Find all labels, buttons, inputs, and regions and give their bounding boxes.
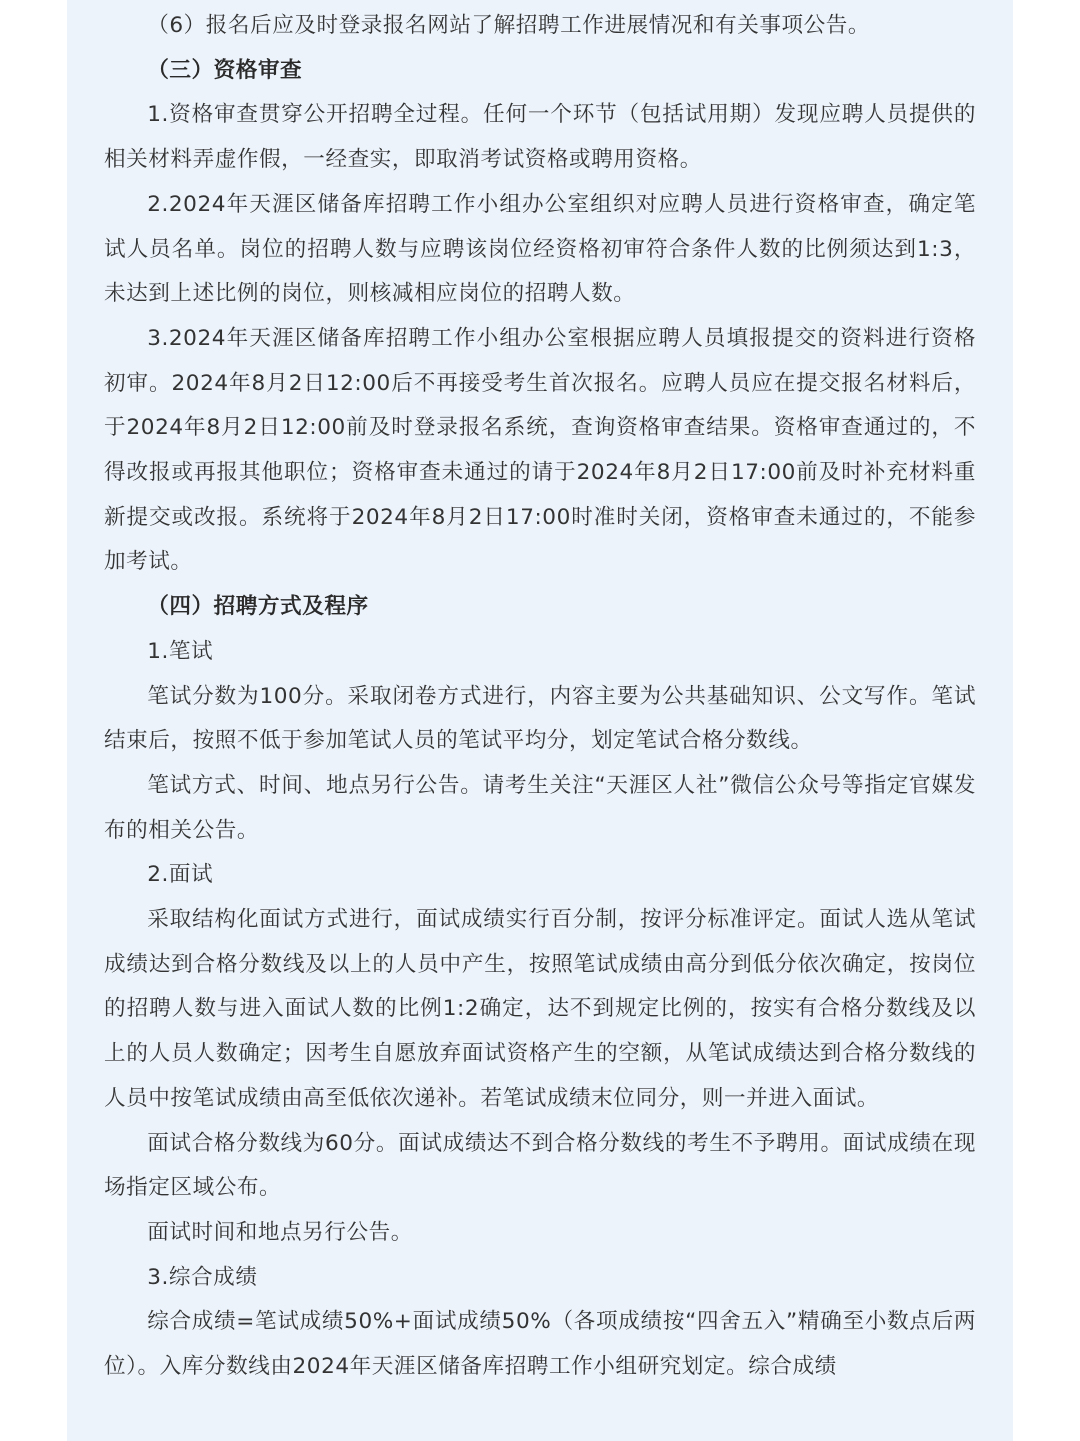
- paragraph-review-organization: 2.2024年天涯区储备库招聘工作小组办公室组织对应聘人员进行资格审查，确定笔试人员名单。岗位的招聘人数与应聘该岗位经资格初审符合条件人数的比例须达到1:3，未达到上述比例的岗位，则核减相应岗位的招聘人数。: [104, 191, 976, 307]
- section-heading-recruitment-method: （四）招聘方式及程序: [147, 594, 369, 620]
- paragraph-initial-review: 3.2024年天涯区储备库招聘工作小组办公室根据应聘人员填报提交的资料进行资格初审。2024年8月2日12:00后不再接受考生首次报名。应聘人员应在提交报名材料后，于2024年8月2日12:00前及时登录报名系统，查询资格审查结果。资格审查通过的，不得改报或再报其他职位；资格审查未通过的请于2024年8月2日17:00前及时补充材料重新提交或改报。系统将于2024年8月2日17:00时准时关闭，资格审查未通过的，不能参加考试。: [104, 325, 976, 575]
- paragraph-review-throughout: 1.资格审查贯穿公开招聘全过程。任何一个环节（包括试用期）发现应聘人员提供的相关材料弄虚作假，一经查实，即取消考试资格或聘用资格。: [104, 102, 976, 173]
- paragraph-composite-score: 综合成绩=笔试成绩50%+面试成绩50%（各项成绩按“四舍五入”精确至小数点后两位）。入库分数线由2024年天涯区储备库招聘工作小组研究划定。综合成绩: [104, 1309, 976, 1380]
- section-heading-qualification-review: （三）资格审查: [147, 57, 303, 83]
- document-body: [104, 4, 976, 1390]
- subheading-composite-score: 3.综合成绩: [147, 1264, 258, 1290]
- subheading-interview: 2.面试: [147, 862, 214, 888]
- paragraph-interview-method: 采取结构化面试方式进行，面试成绩实行百分制，按评分标准评定。面试人选从笔试成绩达到合格分数线及以上的人员中产生，按照笔试成绩由高分到低分依次确定，按岗位的招聘人数与进入面试人数的比例1:2确定，达不到规定比例的，按实有合格分数线及以上的人员人数确定；因考生自愿放弃面试资格产生的空额，从笔试成绩达到合格分数线的人员中按笔试成绩由高至低依次递补。若笔试成绩末位同分，则一并进入面试。: [104, 907, 976, 1111]
- paragraph-written-exam-score: 笔试分数为100分。采取闭卷方式进行，内容主要为公共基础知识、公文写作。笔试结束后，按照不低于参加笔试人员的笔试平均分，划定笔试合格分数线。: [104, 683, 976, 754]
- paragraph-written-exam-notice: 笔试方式、时间、地点另行公告。请考生关注“天涯区人社”微信公众号等指定官媒发布的相关公告。: [104, 772, 976, 843]
- subheading-written-exam: 1.笔试: [147, 638, 214, 664]
- paragraph-registration-note: （6）报名后应及时登录报名网站了解招聘工作进展情况和有关事项公告。: [147, 13, 871, 38]
- paragraph-interview-schedule: 面试时间和地点另行公告。: [147, 1219, 413, 1245]
- paragraph-interview-passing-line: 面试合格分数线为60分。面试成绩达不到合格分数线的考生不予聘用。面试成绩在现场指定区域公布。: [104, 1130, 976, 1201]
